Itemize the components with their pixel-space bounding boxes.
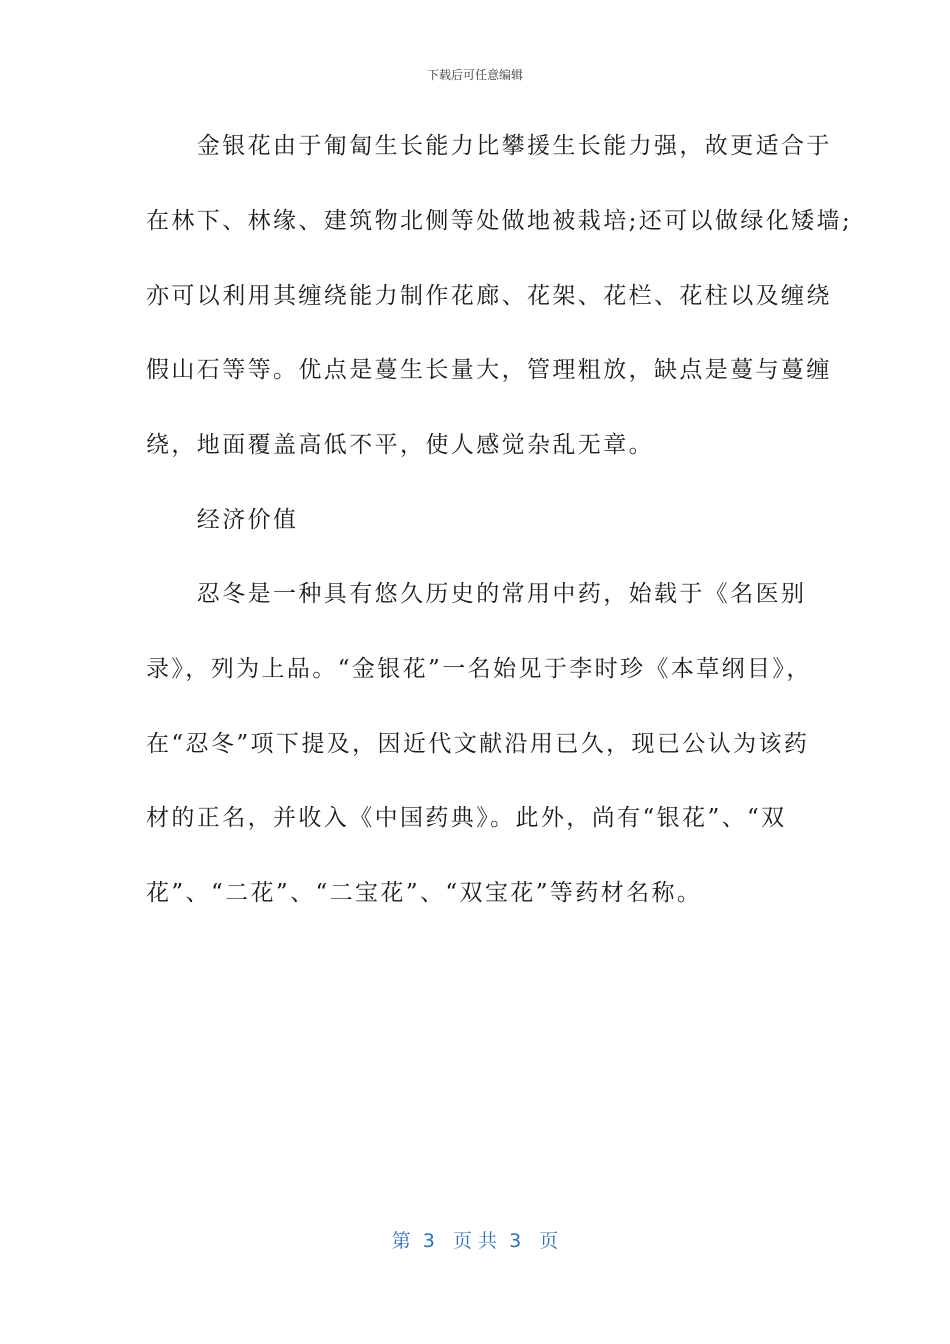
paragraph-line: 录》，列为上品。“金银花”一名始见于李时珍《本草纲目》，: [146, 656, 812, 682]
paragraph-line: 材的正名，并收入《中国药典》。此外，尚有“银花”、“双: [146, 805, 787, 831]
paragraph-line: 忍冬是一种具有悠久历史的常用中药，始载于《名医别: [146, 581, 807, 607]
paragraph-line: 在“忍冬”项下提及，因近代文献沿用已久，现已公认为该药: [146, 731, 810, 757]
paragraph-line: 绕，地面覆盖高低不平，使人感觉杂乱无章。: [146, 432, 654, 458]
paragraph-line: 花”、“二花”、“二宝花”、“双宝花”等药材名称。: [146, 880, 703, 906]
header-note: 下载后可任意编辑: [426, 68, 523, 82]
paragraph-line: 假山石等等。优点是蔓生长量大，管理粗放，缺点是蔓与蔓缠: [146, 357, 832, 383]
paragraph-line: 在林下、林缘、建筑物北侧等处做地被栽培;还可以做绿化矮墙;: [146, 208, 853, 234]
paragraph-line: 亦可以利用其缠绕能力制作花廊、花架、花栏、花柱以及缠绕: [146, 283, 832, 309]
page-number-footer: 第 3 页 共 3 页: [391, 1230, 559, 1252]
paragraph-line: 金银花由于匍匐生长能力比攀援生长能力强，故更适合于: [146, 133, 832, 159]
section-heading: 经济价值: [146, 507, 299, 533]
